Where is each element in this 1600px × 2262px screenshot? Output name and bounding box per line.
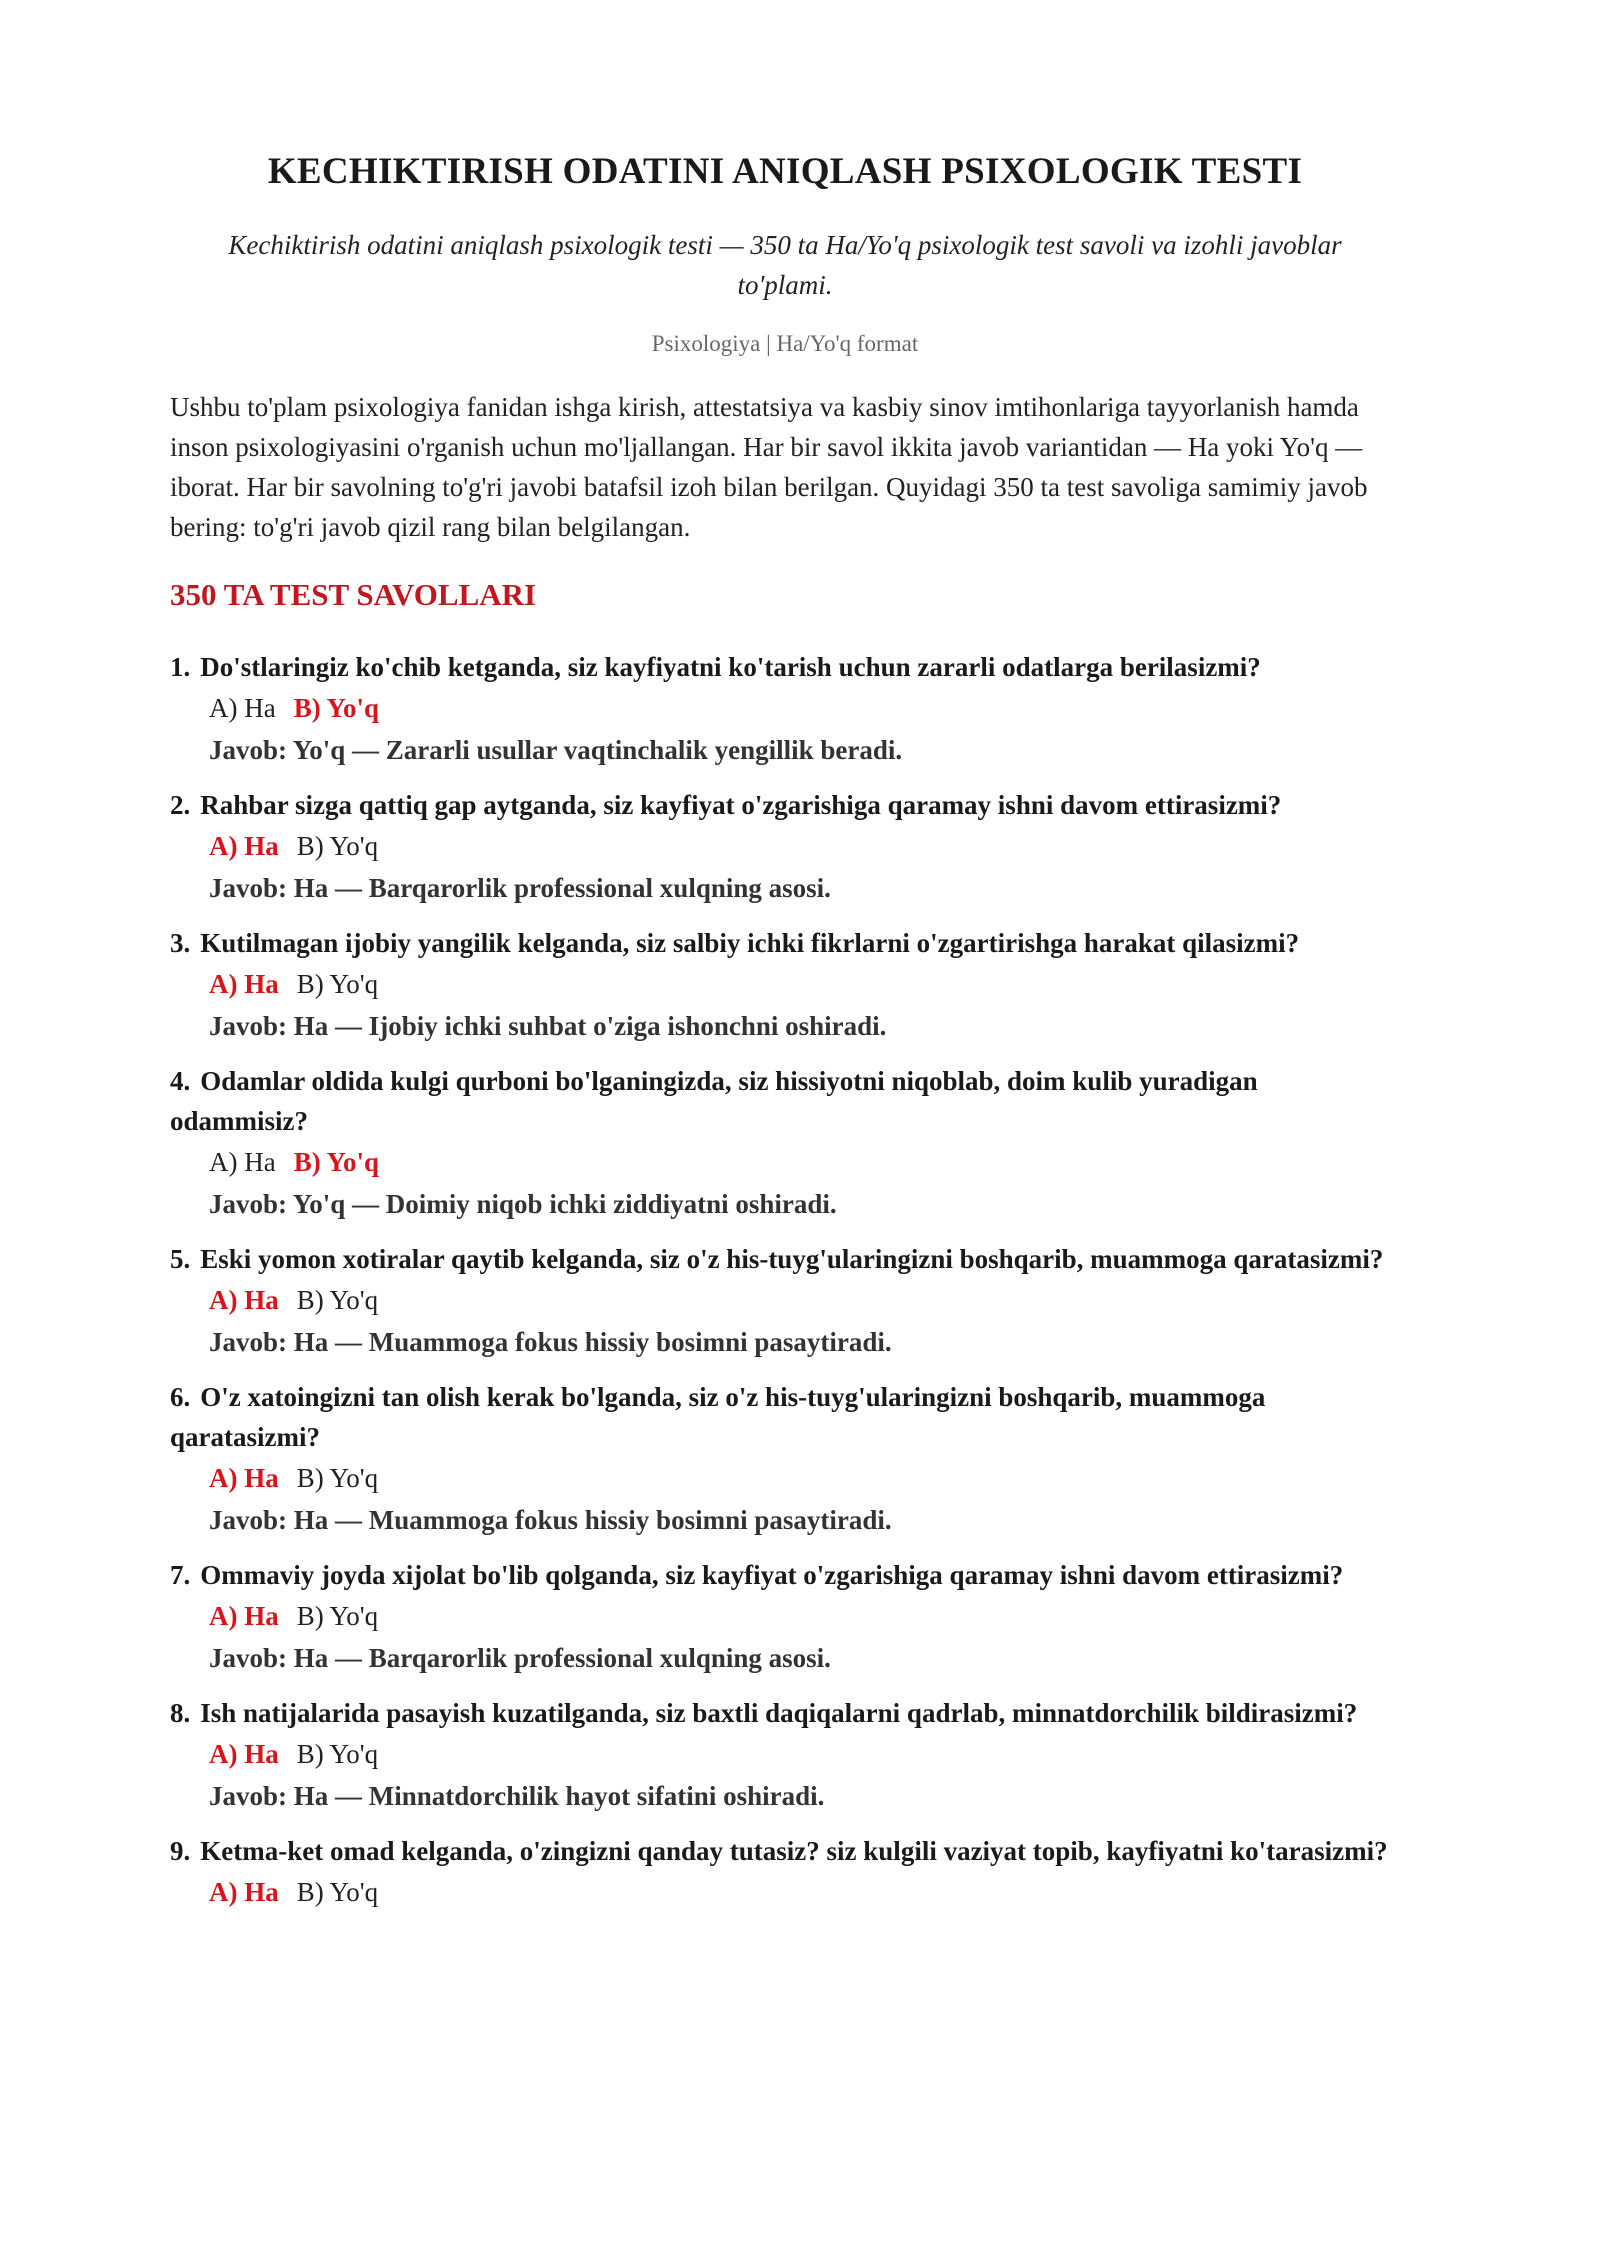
question-number: 7.	[170, 1560, 191, 1590]
answer-options	[209, 1279, 1400, 1321]
option-yes[interactable]: A) Ha	[209, 1601, 279, 1631]
option-no[interactable]: B) Yo'q	[296, 969, 379, 999]
question-label: Ommaviy joyda xijolat bo'lib qolganda, siz kayfiyat o'zgarishiga qaramay ishni davom ettirasizmi?	[200, 1560, 1344, 1590]
option-no[interactable]: B) Yo'q	[296, 1877, 379, 1907]
option-yes[interactable]: A) Ha	[209, 1147, 276, 1177]
question-label: Ketma-ket omad kelganda, o'zingizni qanday tutasiz? siz kulgili vaziyat topib, kayfiyatni ko'tarasizmi?	[200, 1836, 1388, 1866]
document-subtitle: Kechiktirish odatini aniqlash psixologik testi — 350 ta Ha/Yo'q psixologik test savoli va izohli javoblar to'plami.	[228, 230, 1342, 300]
option-no[interactable]: B) Yo'q	[296, 1285, 379, 1315]
question-text	[170, 647, 1400, 687]
question-label: Odamlar oldida kulgi qurboni bo'lganingizda, siz hissiyotni niqoblab, doim kulib yuradigan odammisiz?	[170, 1066, 1258, 1136]
answer-explanation: Javob: Ha — Muammoga fokus hissiy bosimni pasaytiradi.	[209, 1327, 892, 1357]
answer-options	[209, 1457, 1400, 1499]
question-text	[170, 785, 1400, 825]
question-label: Ish natijalarida pasayish kuzatilganda, siz baxtli daqiqalarni qadrlab, minnatdorchilik bildirasizmi?	[200, 1698, 1358, 1728]
question-list	[170, 647, 1400, 1913]
question-item	[170, 1693, 1400, 1817]
answer-explanation: Javob: Ha — Minnatdorchilik hayot sifatini oshiradi.	[209, 1781, 825, 1811]
question-text	[170, 1555, 1400, 1595]
option-yes[interactable]: A) Ha	[209, 831, 279, 861]
question-text	[170, 1061, 1400, 1141]
question-item	[170, 785, 1400, 909]
option-yes[interactable]: A) Ha	[209, 1285, 279, 1315]
question-item	[170, 1239, 1400, 1363]
answer-options	[209, 1141, 1400, 1183]
question-text	[170, 1693, 1400, 1733]
question-number: 6.	[170, 1382, 191, 1412]
option-yes[interactable]: A) Ha	[209, 1877, 279, 1907]
option-no[interactable]: B) Yo'q	[296, 1463, 379, 1493]
answer-options	[209, 687, 1400, 729]
option-no[interactable]: B) Yo'q	[296, 1739, 379, 1769]
question-item	[170, 923, 1400, 1047]
question-number: 9.	[170, 1836, 191, 1866]
question-number: 4.	[170, 1066, 191, 1096]
question-item	[170, 647, 1400, 771]
answer-explanation: Javob: Ha — Barqarorlik professional xulqning asosi.	[209, 1643, 831, 1673]
option-yes[interactable]: A) Ha	[209, 693, 276, 723]
question-number: 3.	[170, 928, 191, 958]
question-label: Eski yomon xotiralar qaytib kelganda, siz o'z his-tuyg'ularingizni boshqarib, muammoga qaratasizmi?	[200, 1244, 1384, 1274]
question-item	[170, 1377, 1400, 1541]
option-no[interactable]: B) Yo'q	[293, 1147, 380, 1177]
answer-explanation: Javob: Ha — Ijobiy ichki suhbat o'ziga ishonchni oshiradi.	[209, 1011, 887, 1041]
option-yes[interactable]: A) Ha	[209, 969, 279, 999]
section-heading: 350 TA TEST SAVOLLARI	[170, 577, 537, 612]
answer-options	[209, 1595, 1400, 1637]
question-number: 1.	[170, 652, 191, 682]
answer-options	[209, 963, 1400, 1005]
answer-explanation: Javob: Yo'q — Doimiy niqob ichki ziddiyatni oshiradi.	[209, 1189, 837, 1219]
question-number: 8.	[170, 1698, 191, 1728]
option-yes[interactable]: A) Ha	[209, 1739, 279, 1769]
question-label: Do'stlaringiz ko'chib ketganda, siz kayfiyatni ko'tarish uchun zararli odatlarga berilasizmi?	[200, 652, 1261, 682]
question-label: O'z xatoingizni tan olish kerak bo'lganda, siz o'z his-tuyg'ularingizni boshqarib, muammoga qaratasizmi?	[170, 1382, 1266, 1452]
question-label: Kutilmagan ijobiy yangilik kelganda, siz salbiy ichki fikrlarni o'zgartirishga harakat qilasizmi?	[200, 928, 1300, 958]
category-meta: Psixologiya | Ha/Yo'q format	[651, 331, 919, 356]
option-no[interactable]: B) Yo'q	[296, 831, 379, 861]
option-yes[interactable]: A) Ha	[209, 1463, 279, 1493]
answer-explanation: Javob: Ha — Barqarorlik professional xulqning asosi.	[209, 873, 831, 903]
question-item	[170, 1555, 1400, 1679]
question-item	[170, 1061, 1400, 1225]
question-text	[170, 1239, 1400, 1279]
intro-paragraph: Ushbu to'plam psixologiya fanidan ishga kirish, attestatsiya va kasbiy sinov imtihonlariga tayyorlanish hamda inson psixologiyasini o'rganish uchun mo'ljallangan. Har bir savol ikkita javob variantidan — Ha yoki Yo'q — iborat. Har bir savolning to'g'ri javobi batafsil izoh bilan berilgan. Quyidagi 350 ta test savoliga samimiy javob bering: to'g'ri javob qizil rang bilan belgilangan.	[170, 392, 1368, 542]
answer-explanation: Javob: Yo'q — Zararli usullar vaqtinchalik yengillik beradi.	[209, 735, 903, 765]
answer-options	[209, 1871, 1400, 1913]
question-number: 5.	[170, 1244, 191, 1274]
option-no[interactable]: B) Yo'q	[296, 1601, 379, 1631]
question-text	[170, 1831, 1400, 1871]
document-title: KECHIKTIRISH ODATINI ANIQLASH PSIXOLOGIK TESTI	[267, 151, 1303, 192]
question-text	[170, 1377, 1400, 1457]
answer-explanation: Javob: Ha — Muammoga fokus hissiy bosimni pasaytiradi.	[209, 1505, 892, 1535]
question-item	[170, 1831, 1400, 1913]
question-label: Rahbar sizga qattiq gap aytganda, siz kayfiyat o'zgarishiga qaramay ishni davom ettirasizmi?	[200, 790, 1282, 820]
answer-options	[209, 1733, 1400, 1775]
question-number: 2.	[170, 790, 191, 820]
question-text	[170, 923, 1400, 963]
option-no[interactable]: B) Yo'q	[293, 693, 380, 723]
answer-options	[209, 825, 1400, 867]
